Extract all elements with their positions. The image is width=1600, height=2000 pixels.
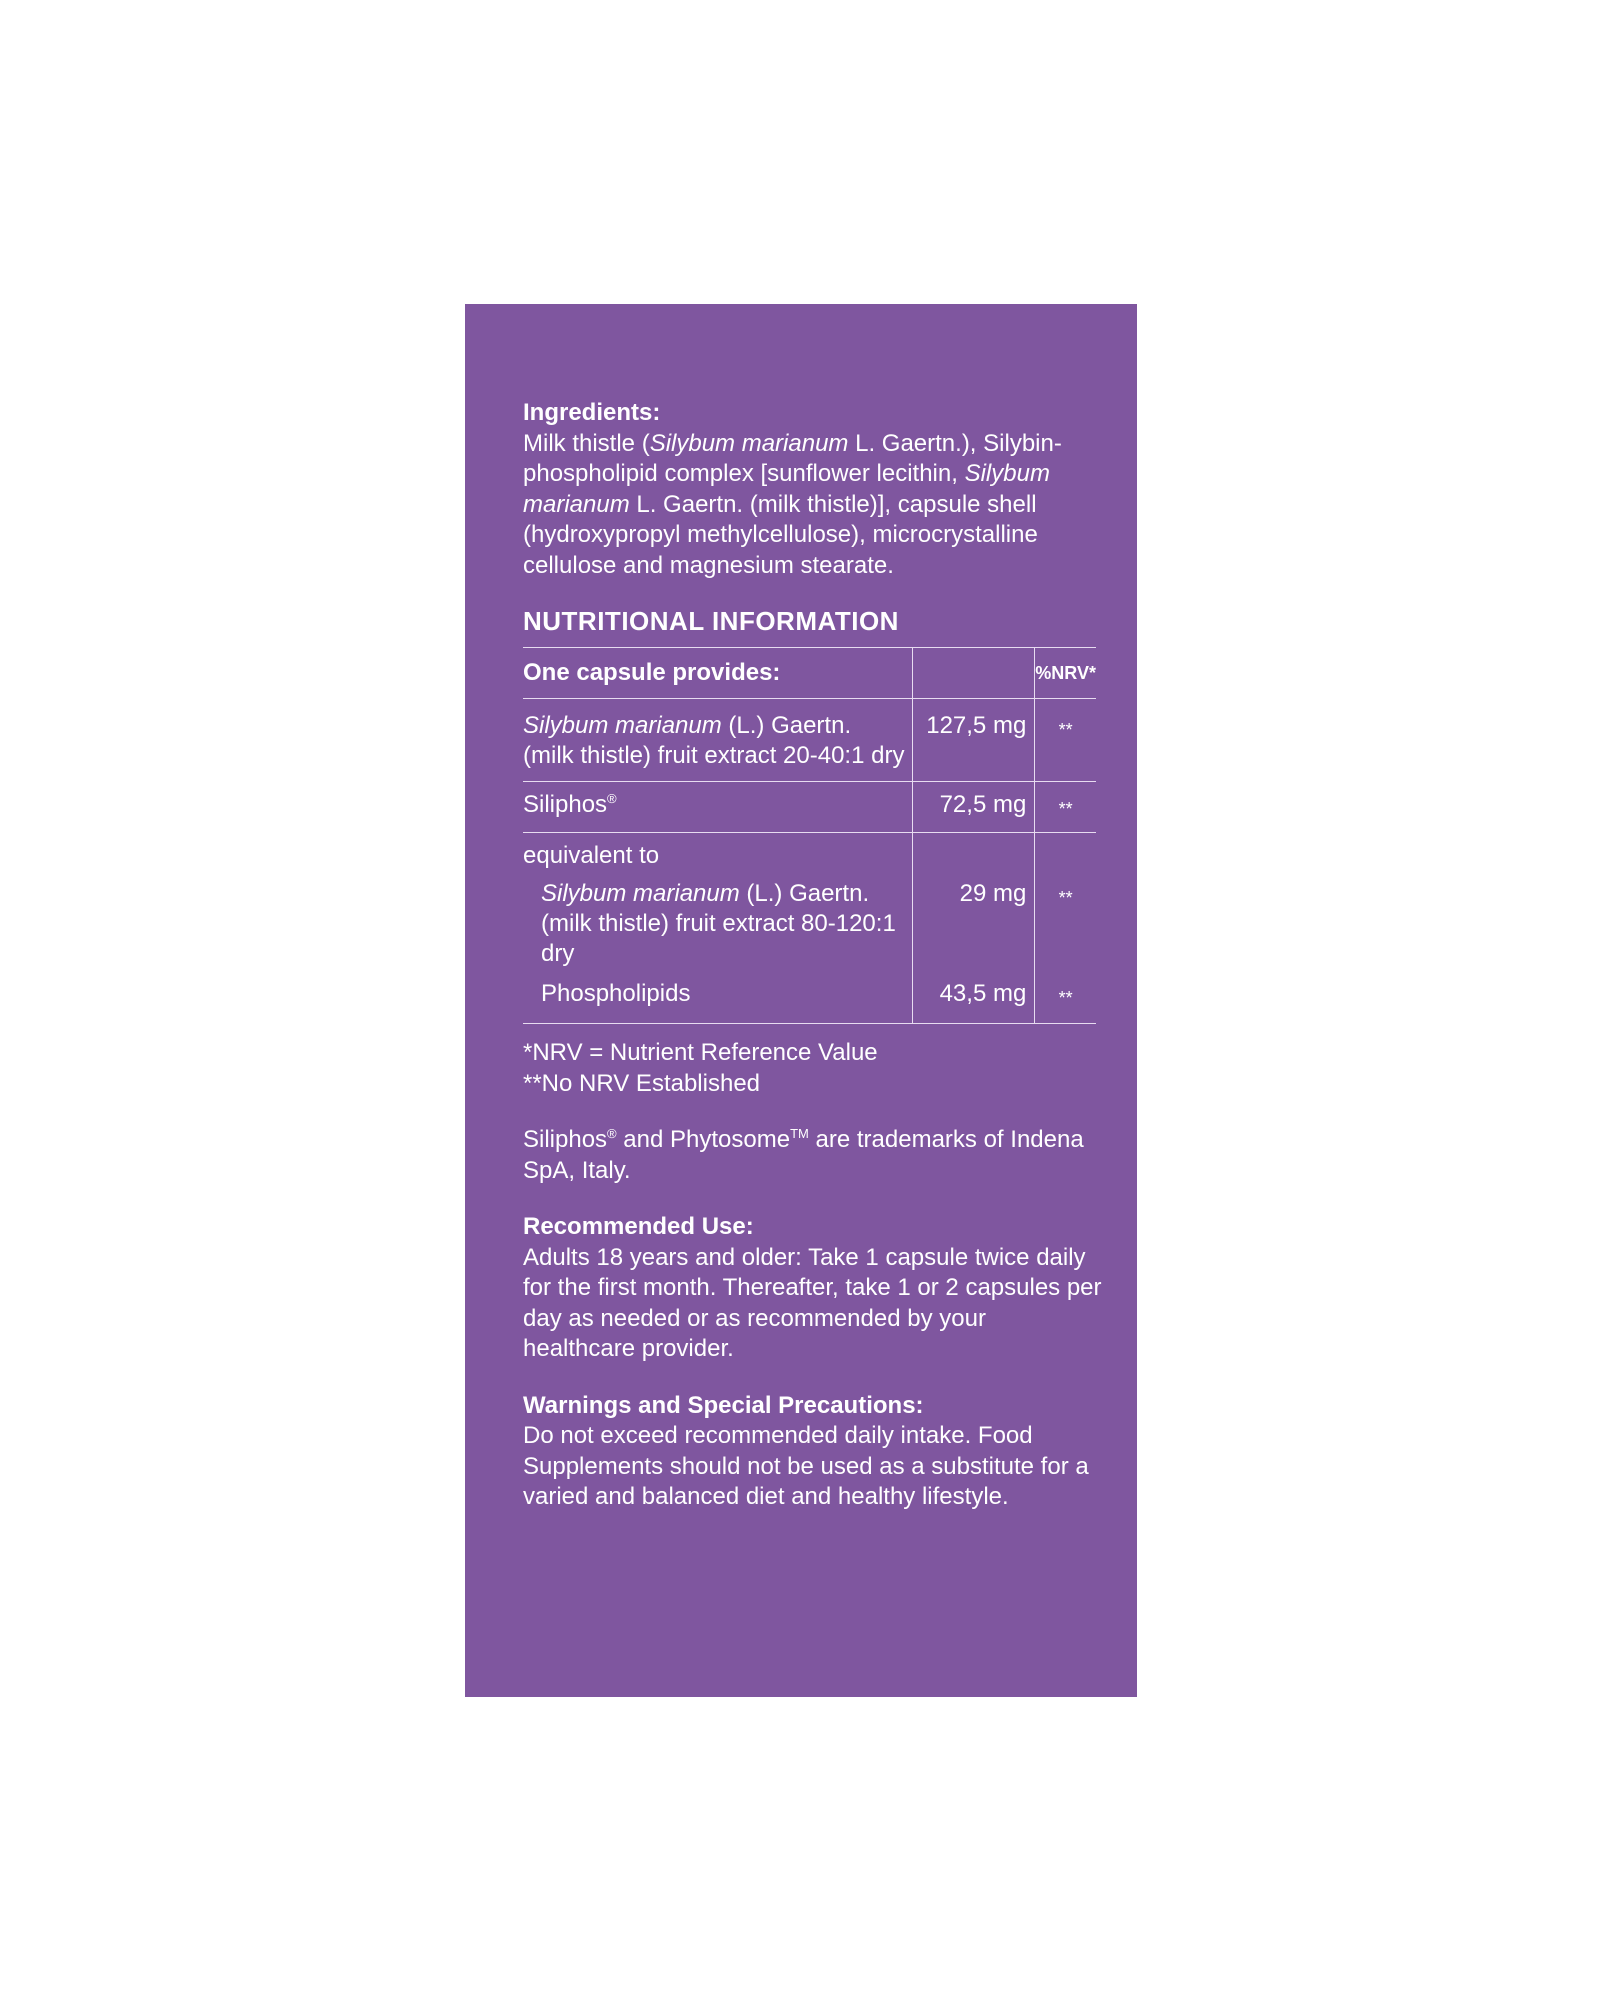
table-header-row (523, 648, 1096, 699)
footnote-nrv: *NRV = Nutrient Reference Value (523, 1039, 878, 1066)
warnings-text: Do not exceed recommended daily intake. Food Supplements should not be used as a substitute for a varied and balanced diet and healthy lifestyle. (523, 1422, 1089, 1510)
row-nrv (1035, 833, 1096, 872)
row-amount: 72,5 mg (913, 782, 1035, 833)
row-nrv (1035, 969, 1096, 1024)
row-amount: 43,5 mg (913, 969, 1035, 1024)
footnotes (523, 1038, 1103, 1099)
nutrition-table (523, 647, 1096, 1024)
ingredients-latin-1: Silybum marianum (649, 429, 849, 457)
row-nrv (1035, 871, 1096, 969)
ingredients-section (523, 398, 1103, 581)
nrv-value: ** (1058, 720, 1073, 740)
ingredients-text-3: L. Gaertn. (milk thistle)], capsule shell (hydroxypropyl methylcellulose), microcrystalline cellulose and magnesium stearate. (523, 490, 1038, 579)
row-name: equivalent to (523, 842, 660, 869)
row-amount (913, 833, 1035, 872)
row-name (523, 699, 913, 782)
nrv-value: ** (1058, 888, 1073, 908)
label-panel (465, 304, 1137, 1697)
row-latin: Silybum marianum (541, 880, 740, 907)
header-nrv: %NRV* (1035, 648, 1096, 699)
ingredients-latin-2: Silybum marianum (523, 460, 1050, 518)
recommended-use-heading: Recommended Use: (523, 1213, 754, 1240)
row-nrv (1035, 699, 1096, 782)
registered-mark: ® (607, 1126, 617, 1141)
header-amount (913, 648, 1035, 699)
trademarks-note (523, 1125, 1103, 1186)
recommended-use-text: Adults 18 years and older: Take 1 capsule twice daily for the first month. Thereafter, take 1 or 2 capsules per day as needed or as recommended by your healthcare provider. (523, 1243, 1102, 1362)
nrv-value: ** (1058, 799, 1073, 819)
trademark-text-1: Siliphos (523, 1126, 608, 1153)
row-amount: 29 mg (913, 871, 1035, 969)
row-latin: Silybum marianum (523, 712, 722, 739)
nrv-value: ** (1058, 988, 1073, 1008)
ingredients-text-2: L. Gaertn.), Silybin-phospholipid complex [sunflower lecithin, (523, 429, 1062, 487)
nutrition-title: NUTRITIONAL INFORMATION (523, 606, 899, 636)
table-row (523, 833, 1096, 872)
row-rest: (L.) Gaertn. (milk thistle) fruit extract 20-40:1 dry (523, 712, 905, 769)
header-label: One capsule provides: (523, 648, 913, 699)
table-row (523, 969, 1096, 1024)
warnings-section (523, 1391, 1103, 1513)
trademark-text-3: are trademarks of Indena SpA, Italy. (523, 1126, 1084, 1184)
row-name (523, 871, 913, 969)
registered-mark: ® (607, 791, 617, 806)
row-name (523, 782, 913, 833)
trademark-mark: TM (790, 1126, 809, 1141)
row-name: Phospholipids (523, 969, 913, 1024)
trademark-text-2: and Phytosome (616, 1126, 791, 1153)
label-content (523, 398, 1103, 1513)
row-amount: 127,5 mg (913, 699, 1035, 782)
table-row (523, 782, 1096, 833)
row-name-text: Siliphos (523, 791, 608, 818)
row-nrv (1035, 782, 1096, 833)
table-row (523, 699, 1096, 782)
ingredients-heading: Ingredients: (523, 399, 661, 426)
row-rest: (L.) Gaertn. (milk thistle) fruit extract 80-120:1 dry (541, 880, 896, 967)
footnote-no-nrv: **No NRV Established (523, 1069, 761, 1097)
table-row (523, 871, 1096, 969)
ingredients-text-1: Milk thistle ( (523, 429, 650, 457)
recommended-use-section (523, 1212, 1103, 1365)
warnings-heading: Warnings and Special Precautions: (523, 1391, 924, 1419)
